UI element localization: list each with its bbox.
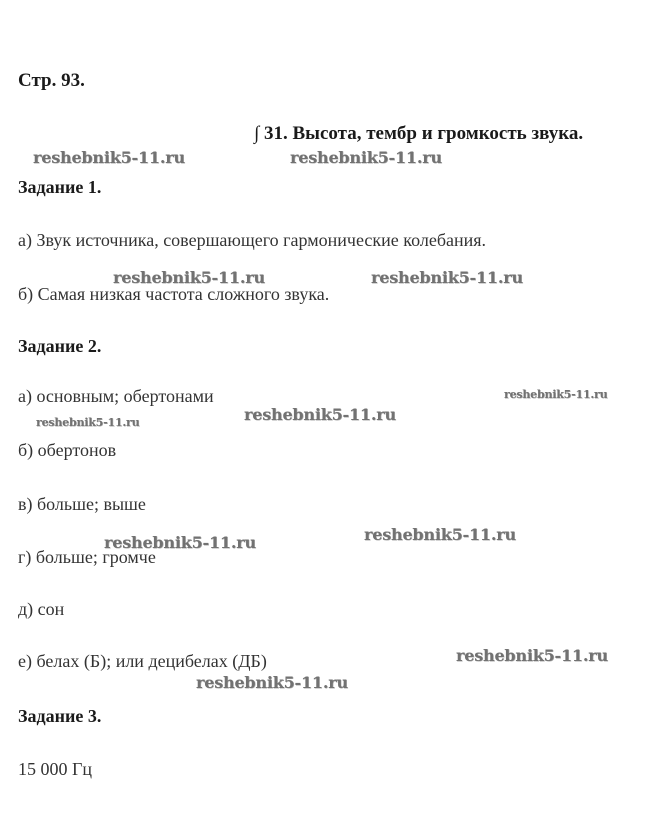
watermark: reshebnik5-11.ru [113,268,265,287]
task-2-answer-b: б) обертонов [18,440,117,460]
watermark: reshebnik5-11.ru [104,533,256,552]
task-2-answer-e: д) сон [18,599,65,619]
task-2-answer-d: г) больше; громче [18,547,156,567]
task-2-answer-c: в) больше; выше [18,494,146,514]
task-2-answer-f: е) белах (Б); или децибелах (ДБ) [18,651,267,671]
task-1-heading: Задание 1. [18,177,102,197]
page-reference: Стр. 93. [18,70,85,91]
watermark: reshebnik5-11.ru [36,416,140,429]
task-2-heading: Задание 2. [18,336,102,356]
task-1-answer-b: б) Самая низкая частота сложного звука. [18,284,330,304]
task-3-heading: Задание 3. [18,706,102,726]
watermark: reshebnik5-11.ru [364,525,516,544]
watermark: reshebnik5-11.ru [196,673,348,692]
section-title: ∫ 31. Высота, тембр и громкость звука. [254,123,584,144]
watermark: reshebnik5-11.ru [456,646,608,665]
task-2-answer-a: а) основным; обертонами [18,386,214,406]
watermark: reshebnik5-11.ru [290,148,442,167]
watermark: reshebnik5-11.ru [33,148,185,167]
watermark: reshebnik5-11.ru [244,405,396,424]
watermark: reshebnik5-11.ru [371,268,523,287]
task-3-answer: 15 000 Гц [18,759,93,779]
task-1-answer-a: а) Звук источника, совершающего гармонические колебания. [18,230,487,250]
watermark: reshebnik5-11.ru [504,388,608,401]
